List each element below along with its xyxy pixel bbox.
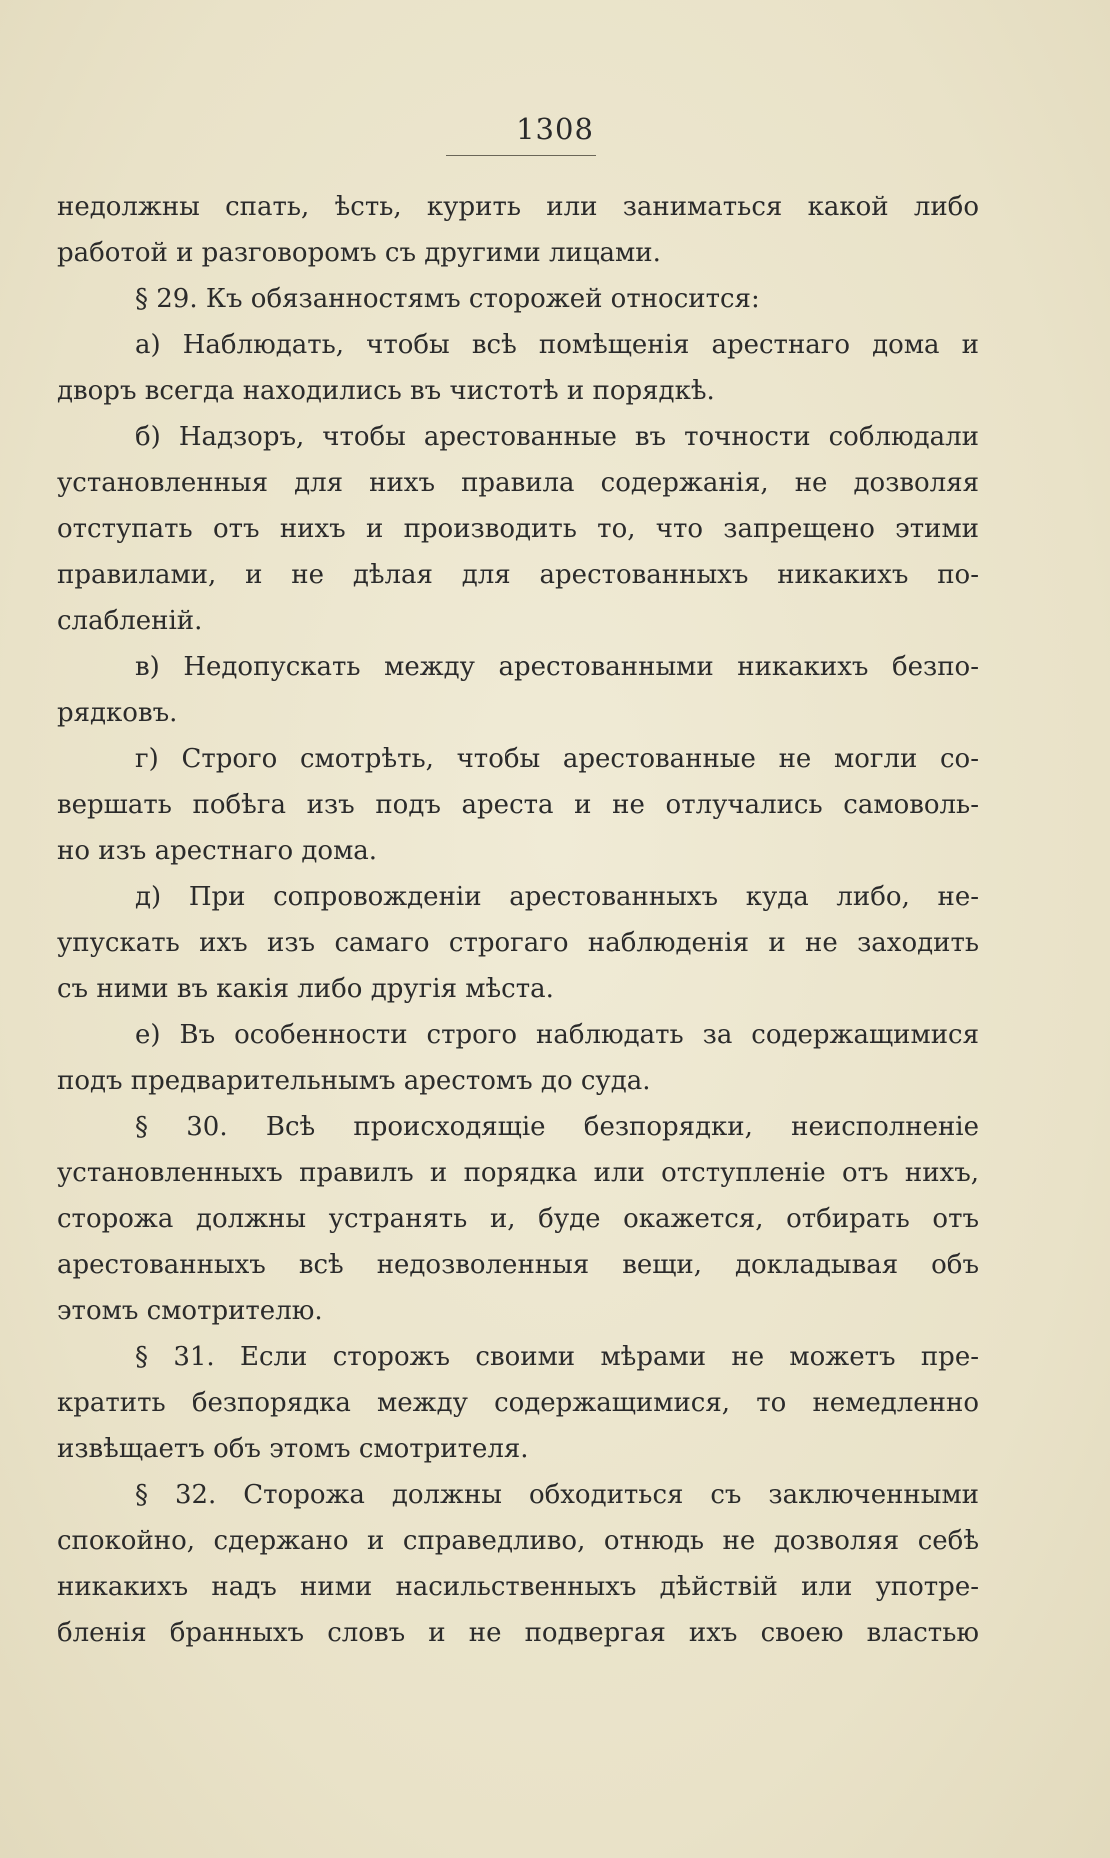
text-line: кратить безпорядка между содержащимися, то немедленно <box>57 1388 979 1418</box>
text-line: арестованныхъ всѣ недозволенныя вещи, докладывая объ <box>57 1250 979 1280</box>
text-line: в) Недопускать между арестованными никакихъ безпо- <box>135 652 979 682</box>
text-line: правилами, и не дѣлая для арестованныхъ никакихъ по- <box>57 560 979 590</box>
text-line: г) Строго смотрѣть, чтобы арестованные не могли со- <box>135 744 979 774</box>
text-line: сторожа должны устранять и, буде окажется, отбирать отъ <box>57 1204 979 1234</box>
text-line: спокойно, сдержано и справедливо, отнюдь не дозволяя себѣ <box>57 1526 979 1556</box>
body-text <box>57 184 979 1656</box>
text-line: отступать отъ нихъ и производить то, что запрещено этими <box>57 514 979 544</box>
text-line: рядковъ. <box>57 698 178 728</box>
text-line: работой и разговоромъ съ другими лицами. <box>57 238 661 268</box>
text-line: извѣщаетъ объ этомъ смотрителя. <box>57 1434 529 1464</box>
text-line: е) Въ особенности строго наблюдать за содержащимися <box>135 1020 979 1050</box>
text-line: а) Наблюдать, чтобы всѣ помѣщенія арестнаго дома и <box>135 330 979 360</box>
text-line: § 30. Всѣ происходящіе безпорядки, неисполненіе <box>135 1112 979 1142</box>
text-line: этомъ смотрителю. <box>57 1296 323 1326</box>
text-line: слабленій. <box>57 606 203 636</box>
text-line: съ ними въ какія либо другія мѣста. <box>57 974 554 1004</box>
text-line: бленія бранныхъ словъ и не подвергая ихъ своею властью <box>57 1618 979 1648</box>
text-line: недолжны спать, ѣсть, курить или заниматься какой либо <box>57 192 979 222</box>
text-line: подъ предварительнымъ арестомъ до суда. <box>57 1066 651 1096</box>
text-line: установленныхъ правилъ и порядка или отступленіе отъ нихъ, <box>57 1158 979 1188</box>
page-number: 1308 <box>516 112 594 146</box>
page-number-rule <box>446 155 596 156</box>
text-line: § 31. Если сторожъ своими мѣрами не можетъ пре- <box>135 1342 979 1372</box>
text-line: б) Надзоръ, чтобы арестованные въ точности соблюдали <box>135 422 979 452</box>
text-line: установленныя для нихъ правила содержанія, не дозволяя <box>57 468 979 498</box>
text-line: § 29. Къ обязанностямъ сторожей относится: <box>135 284 760 314</box>
text-line: но изъ арестнаго дома. <box>57 836 378 866</box>
text-line: § 32. Сторожа должны обходиться съ заключенными <box>135 1480 979 1510</box>
text-line: никакихъ надъ ними насильственныхъ дѣйствій или употре- <box>57 1572 979 1602</box>
text-line: д) При сопровожденіи арестованныхъ куда либо, не- <box>135 882 979 912</box>
text-line: дворъ всегда находились въ чистотѣ и порядкѣ. <box>57 376 715 406</box>
text-line: упускать ихъ изъ самаго строгаго наблюденія и не заходить <box>57 928 979 958</box>
text-line: вершать побѣга изъ подъ ареста и не отлучались самоволь- <box>57 790 979 820</box>
